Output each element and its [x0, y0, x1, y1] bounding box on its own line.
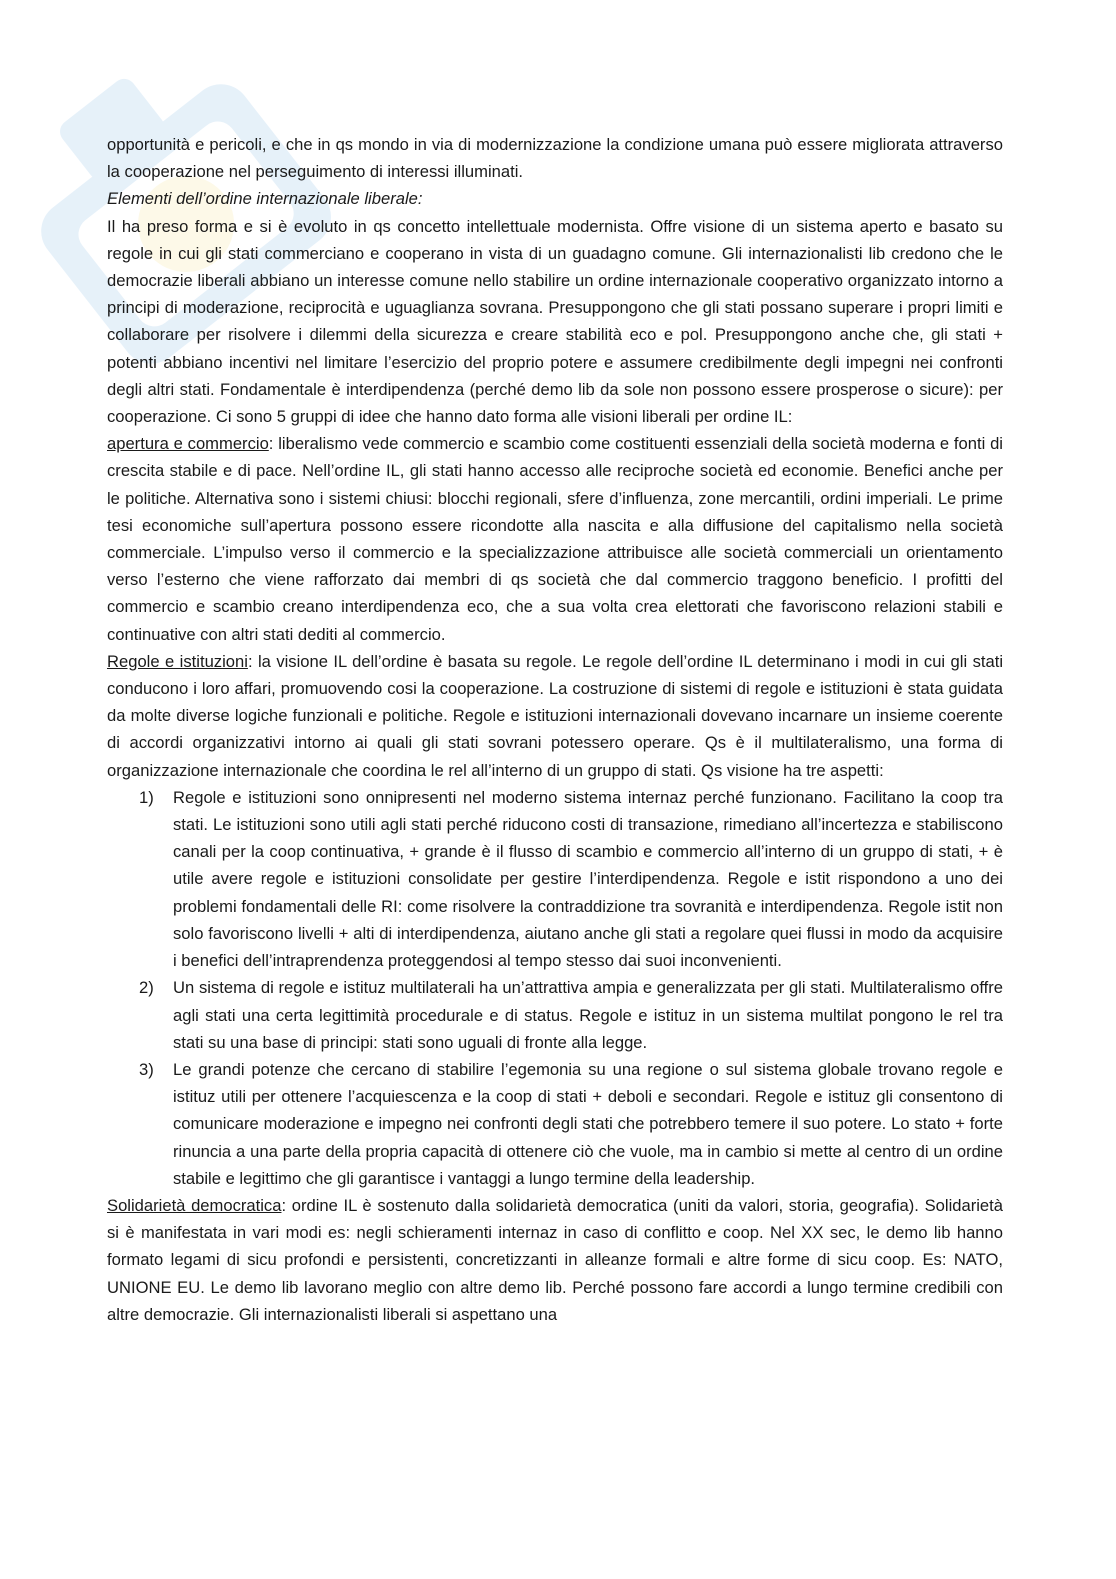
section-heading-elements: Elementi dell’ordine internazionale liberale: — [107, 189, 423, 209]
regole-paragraph — [107, 648, 1003, 784]
regole-label: Regole e istituzioni — [107, 651, 248, 671]
list-item — [139, 1056, 1003, 1192]
solidarieta-paragraph — [107, 1192, 1003, 1328]
il-paragraph: Il ha preso forma e si è evoluto in qs concetto intellettuale modernista. Offre visione di un sistema aperto e basato su regole in cui gli stati commerciano e cooperano in vista di un guadagno comune. Gli internazionalisti lib credono che le democrazie liberali abbiano un interesse comune nello stabilire un ordine internazionale cooperativo organizzato intorno a principi di moderazione, reciprocità e uguaglianza sovrana. Presuppongono che gli stati possano superare i propri limiti e collaborare per risolvere i dilemmi della sicurezza e creare stabilità eco e pol. Presuppongono anche che, gli stati + potenti abbiano incentivi nel limitare l’esercizio del proprio potere e assumere credibilmente degli impegni nei confronti degli altri stati. Fondamentale è interdipendenza (perché demo lib da sole non possono essere prosperose o sicure): per cooperazione. Ci sono 5 gruppi di idee che hanno dato forma alle visioni liberali per ordine IL: — [107, 216, 1003, 427]
aspects-list — [107, 784, 1003, 1192]
intro-paragraph: opportunità e pericoli, e che in qs mondo in via di modernizzazione la condizione umana può essere migliorata attraverso la cooperazione nel perseguimento di interessi illuminati. — [107, 135, 1003, 182]
regole-text: : la visione IL dell’ordine è basata su regole. Le regole dell’ordine IL determinano i modi in cui gli stati conducono i loro affari, promuovendo cosi la cooperazione. La costruzione di sistemi di regole e istituzioni è stata guidata da molte diverse logiche funzionali e politiche. Regole e istituzioni internazionali dovevano incarnare un insieme coerente di accordi organizzativi intorno ai quali gli stati sovrani potessero operare. Qs è il multilateralismo, una forma di organizzazione internazionale che coordina le rel all’interno di un gruppo di stati. Qs visione ha tre aspetti: — [107, 651, 1004, 780]
solidarieta-label: Solidarietà democratica — [107, 1195, 282, 1215]
apertura-text: : liberalismo vede commercio e scambio come costituenti essenziali della società moderna e fonti di crescita stabile e di pace. Nell’ordine IL, gli stati hanno accesso alle reciproche società ed economie. Benefici anche per le politiche. Alternativa sono i sistemi chiusi: blocchi regionali, sfere d’influenza, zone mercantili, ordini imperiali. Le prime tesi economiche sull’apertura possono essere ricondotte alla nascita e alla diffusione del capitalismo nella società commerciale. L’impulso verso il commercio e la specializzazione attribuisce alle società commerciali un orientamento verso l’esterno che viene rafforzato dai membri di qs società che dal commercio traggono beneficio. I profitti del commercio e scambio creano interdipendenza eco, che a sua volta crea elettorati che favoriscono relazioni stabili e continuative con altri stati dediti al commercio. — [107, 434, 1003, 644]
list-item — [139, 784, 1003, 974]
list-item-text: Le grandi potenze che cercano di stabilire l’egemonia su una regione o sul sistema globale trovano regole e istituz utili per ottenere l’acquiescenza e la coop di stati + deboli e secondari. Regole e istituz gli consentono di comunicare moderazione e impegno nei confronti degli stati che potrebbero temere il suo potere. Lo stato + forte rinuncia a una parte della propria capacità di ottenere ciò che vuole, ma in cambio si mette al centro di un ordine stabile e legittimo che gli garantisce i vantaggi a lungo termine della leadership. — [173, 1059, 1003, 1188]
list-item-text: Regole e istituzioni sono onnipresenti nel moderno sistema internaz perché funzionano. Facilitano la coop tra stati. Le istituzioni sono utili agli stati perché riducono costi di transazione, rimediano all’incertezza e stabiliscono canali per la coop continuativa, + grande è il flusso di scambio e commercio all’interno di un gruppo di stati, + è utile avere regole e istituzioni consolidate per gestire l’interdipendenza. Regole e istit rispondono a uno dei problemi fondamentali delle RI: come risolvere la contraddizione tra sovranità e interdipendenza. Regole istit non solo favoriscono livelli + alti di interdipendenza, aiutano anche gli stati a regolare quei flussi in modo da acquisire i benefici dell’intraprendenza proteggendosi al tempo stesso dai suoi inconvenienti. — [173, 787, 1003, 971]
solidarieta-text: : ordine IL è sostenuto dalla solidarietà democratica (uniti da valori, storia, geografia). Solidarietà si è manifestata in vari modi es: negli schieramenti internaz in caso di conflitto e coop. Nel XX sec, le demo lib hanno formato legami di sicu profondi e persistenti, concretizzanti in alleanze formali e altre forme di sicu coop. Es: NATO, UNIONE EU. Le demo lib lavorano meglio con altre demo lib. Perché possono fare accordi a lungo termine credibili con altre democrazie. Gli internazionalisti liberali si aspettano una — [107, 1195, 1003, 1324]
list-item-number: 3) — [139, 1059, 154, 1079]
document-body — [107, 131, 1003, 1328]
list-item-number: 1) — [139, 787, 154, 807]
apertura-label: apertura e commercio — [107, 434, 269, 454]
list-item-text: Un sistema di regole e istituz multilaterali ha un’attrattiva ampia e generalizzata per gli stati. Multilateralismo offre agli stati una certa legittimità procedurale e di status. Regole e istituz in un sistema multilat pongono le rel tra stati su una base di principi: stati sono uguali di fronte alla legge. — [173, 978, 1003, 1052]
list-item — [139, 974, 1003, 1056]
list-item-number: 2) — [139, 978, 154, 998]
apertura-paragraph — [107, 430, 1003, 648]
